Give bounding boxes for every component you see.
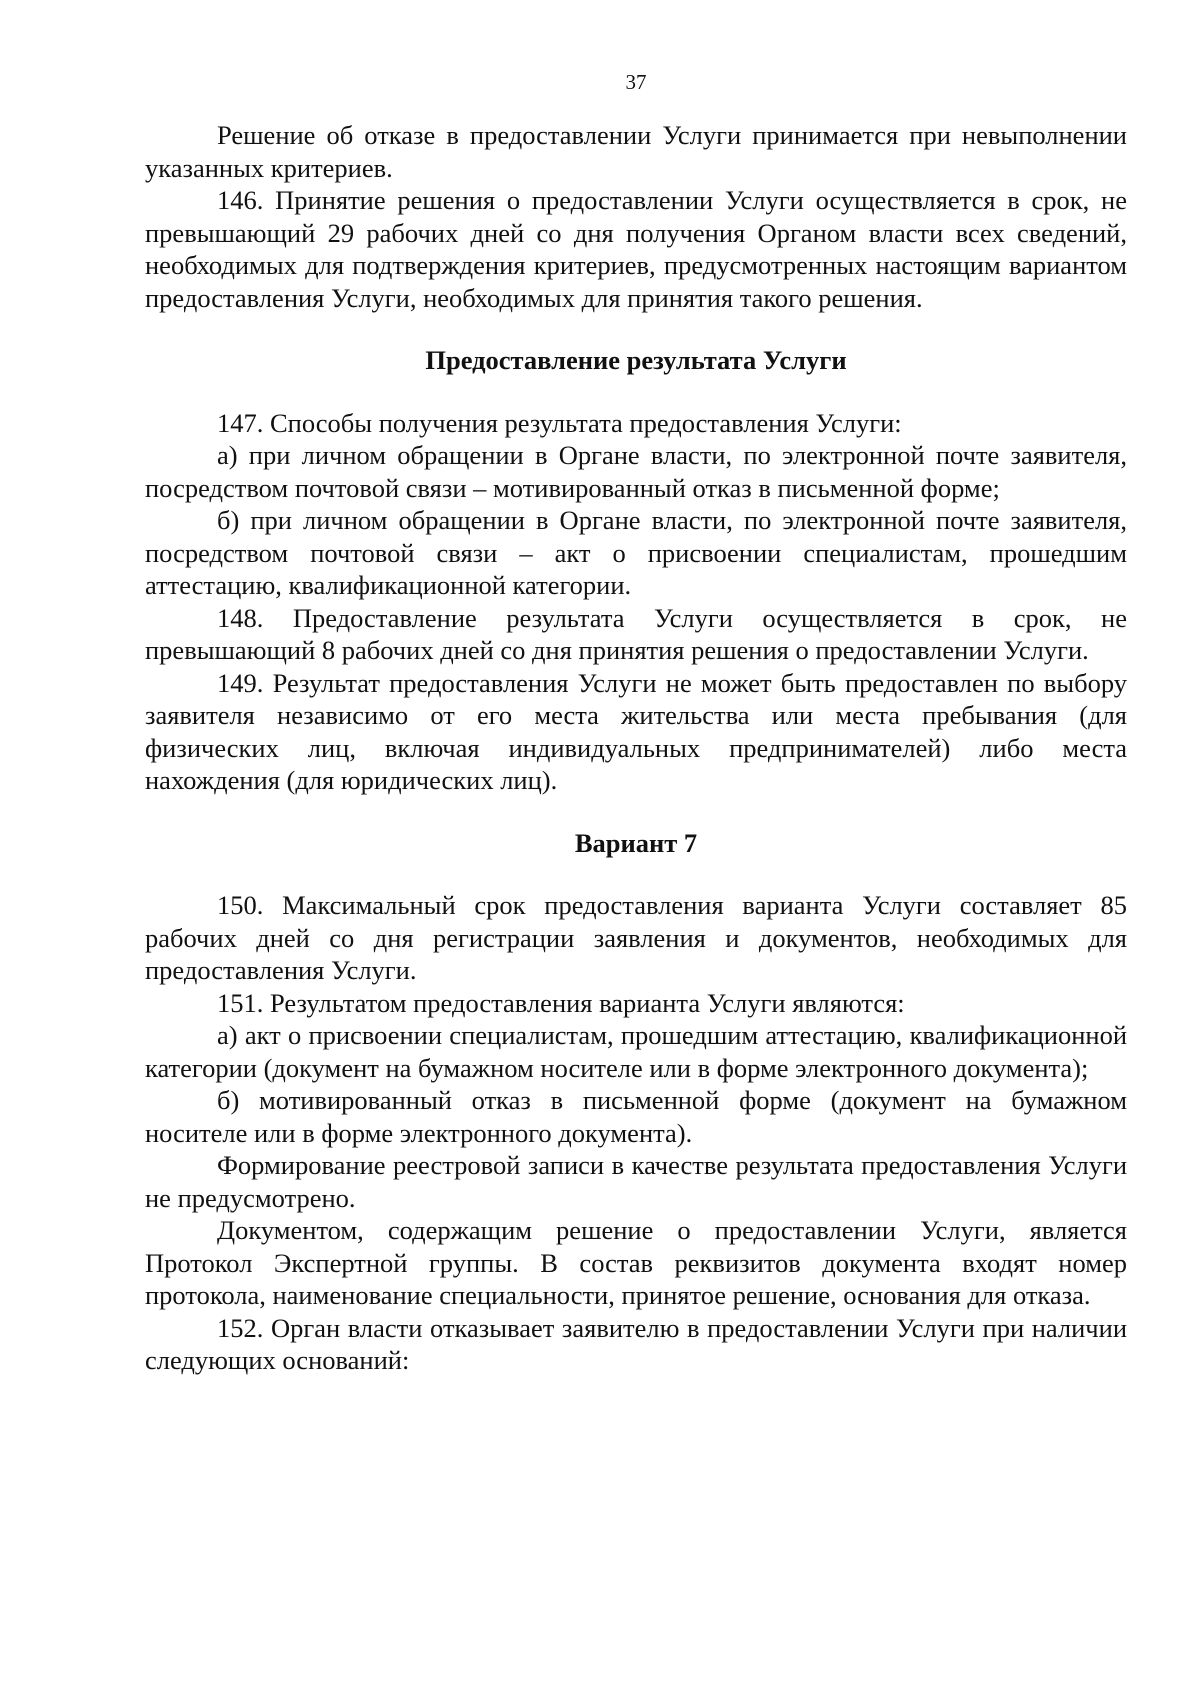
- paragraph-151: 151. Результатом предоставления варианта Услуги являются:: [217, 987, 905, 1018]
- document-body: [145, 119, 1127, 1377]
- paragraph-147-a: а) при личном обращении в Органе власти, по электронной почте заявителя, посредством почтовой связи – мотивированный отказ в письменной форме;: [145, 440, 1127, 503]
- page-number: 37: [625, 70, 647, 94]
- paragraph-146: 146. Принятие решения о предоставлении Услуги осуществляется в срок, не превышающий 29 рабочих дней со дня получения Органом власти всех сведений, необходимых для подтверждения критериев, предусмотренных настоящим вариантом предоставления Услуги, необходимых для принятия такого решения.: [145, 185, 1127, 313]
- paragraph-147-b: б) при личном обращении в Органе власти, по электронной почте заявителя, посредством почтовой связи – акт о присвоении специалистам, прошедшим аттестацию, квалификационной категории.: [145, 505, 1127, 600]
- paragraph-refusal-decision: Решение об отказе в предоставлении Услуги принимается при невыполнении указанных критериев.: [145, 120, 1127, 183]
- paragraph-151-b: б) мотивированный отказ в письменной форме (документ на бумажном носителе или в форме электронного документа).: [145, 1085, 1127, 1148]
- paragraph-150: 150. Максимальный срок предоставления варианта Услуги составляет 85 рабочих дней со дня регистрации заявления и документов, необходимых для предоставления Услуги.: [145, 890, 1127, 985]
- heading-result-provision: Предоставление результата Услуги: [425, 345, 847, 375]
- paragraph-147: 147. Способы получения результата предоставления Услуги:: [217, 407, 902, 438]
- paragraph-151-a: а) акт о присвоении специалистам, прошедшим аттестацию, квалификационной категории (документ на бумажном носителе или в форме электронного документа);: [145, 1020, 1127, 1083]
- paragraph-148: 148. Предоставление результата Услуги осуществляется в срок, не превышающий 8 рабочих дней со дня принятия решения о предоставлении Услуги.: [145, 602, 1127, 665]
- paragraph-149: 149. Результат предоставления Услуги не может быть предоставлен по выбору заявителя независимо от его места жительства или места пребывания (для физических лиц, включая индивидуальных предпринимателей) либо места нахождения (для юридических лиц).: [145, 667, 1127, 795]
- heading-variant-7: Вариант 7: [574, 827, 698, 858]
- paragraph-decision-document: Документом, содержащим решение о предоставлении Услуги, является Протокол Экспертной группы. В состав реквизитов документа входят номер протокола, наименование специальности, принятое решение, основания для отказа.: [145, 1215, 1127, 1310]
- paragraph-152: 152. Орган власти отказывает заявителю в предоставлении Услуги при наличии следующих оснований:: [145, 1312, 1127, 1375]
- paragraph-registry-record: Формирование реестровой записи в качестве результата предоставления Услуги не предусмотрено.: [145, 1150, 1127, 1213]
